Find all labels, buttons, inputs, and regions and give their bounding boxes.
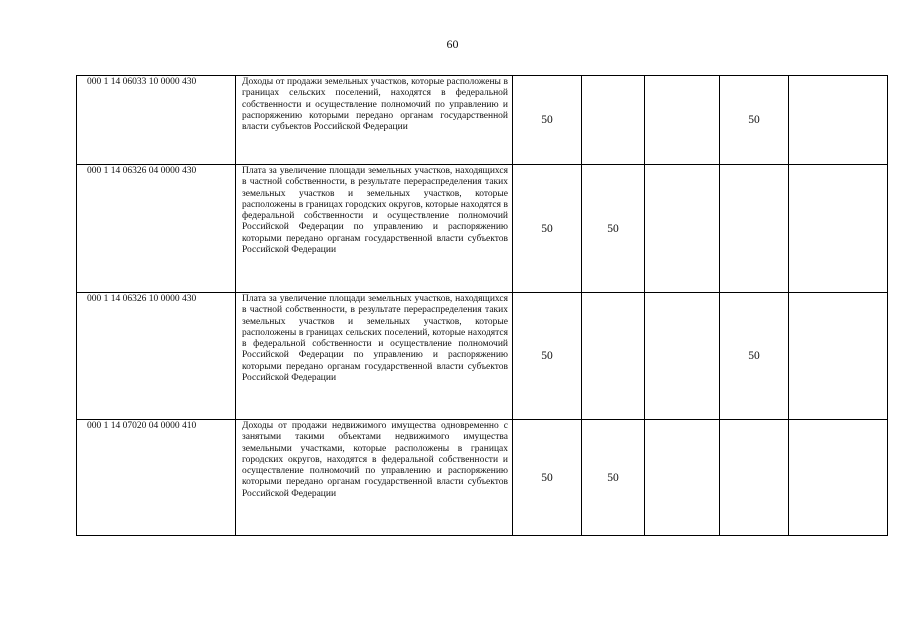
amount-cell-col6: 50 (720, 76, 789, 165)
amount-cell-col5 (645, 293, 720, 420)
amount-cell-col4: 50 (582, 165, 645, 293)
amount-cell-col7 (789, 420, 888, 536)
amount-cell-col4: 50 (582, 420, 645, 536)
amount-cell-col7 (789, 293, 888, 420)
page-number: 60 (446, 37, 459, 51)
budget-code-cell: 000 1 14 06326 04 0000 430 (77, 165, 236, 293)
revenue-table (76, 75, 888, 536)
amount-cell-col3: 50 (513, 165, 582, 293)
amount-cell-col3: 50 (513, 420, 582, 536)
description-cell: Доходы от продажи земельных участков, которые расположены в границах сельских поселений, находятся в федеральной собственности и осуществление полномочий по управлению и распоряжению которыми передано органам государственной власти субъектов Российской Федерации (236, 76, 513, 165)
amount-cell-col3: 50 (513, 76, 582, 165)
description-cell: Плата за увеличение площади земельных участков, находящихся в частной собственности, в результате перераспределения таких земельных участков и земельных участков, которые расположены в границах городских округов, которые находятся в федеральной собственности и осуществление полномочий Российской Федерации по управлению и распоряжению которыми передано органам государственной власти субъектов Российской Федерации (236, 165, 513, 293)
amount-cell-col5 (645, 165, 720, 293)
amount-cell-col7 (789, 76, 888, 165)
table-row (77, 165, 888, 293)
amount-cell-col3: 50 (513, 293, 582, 420)
table-row (77, 293, 888, 420)
amount-cell-col4 (582, 293, 645, 420)
amount-cell-col6: 50 (720, 293, 789, 420)
amount-cell-col4 (582, 76, 645, 165)
amount-cell-col6 (720, 165, 789, 293)
description-cell: Плата за увеличение площади земельных участков, находящихся в частной собственности, в результате перераспределения таких земельных участков и земельных участков, которые расположены в границах сельских поселений, которые находятся в федеральной собственности и осуществление полномочий Российской Федерации по управлению и распоряжению которыми передано органам государственной власти субъектов Российской Федерации (236, 293, 513, 420)
amount-cell-col7 (789, 165, 888, 293)
budget-code-cell: 000 1 14 06033 10 0000 430 (77, 76, 236, 165)
description-cell: Доходы от продажи недвижимого имущества одновременно с занятыми такими объектами недвижимого имущества земельными участками, которые расположены в границах городских округов, находятся в федеральной собственности и осуществление полномочий по управлению и распоряжению которыми передано органам государственной власти субъектов Российской Федерации (236, 420, 513, 536)
table-row (77, 76, 888, 165)
budget-code-cell: 000 1 14 06326 10 0000 430 (77, 293, 236, 420)
table-row (77, 420, 888, 536)
amount-cell-col5 (645, 76, 720, 165)
budget-code-cell: 000 1 14 07020 04 0000 410 (77, 420, 236, 536)
amount-cell-col6 (720, 420, 789, 536)
amount-cell-col5 (645, 420, 720, 536)
